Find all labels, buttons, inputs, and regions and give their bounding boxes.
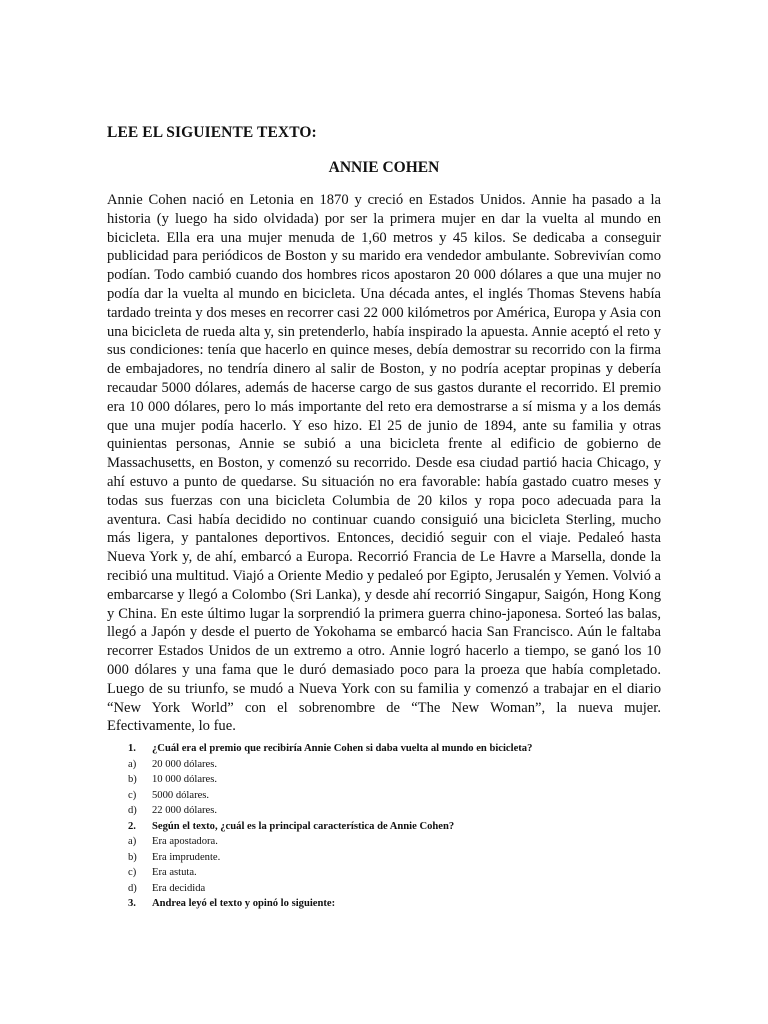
option-text: Era decidida xyxy=(152,882,206,894)
option-text: 22 000 dólares. xyxy=(152,805,218,816)
option-item xyxy=(128,865,532,881)
instruction-heading: LEE EL SIGUIENTE TEXTO: xyxy=(107,124,317,141)
question-number: 3. xyxy=(128,898,136,909)
option-letter: a) xyxy=(128,836,137,847)
option-letter: b) xyxy=(128,851,137,863)
option-item xyxy=(128,881,532,897)
option-text: Era astuta. xyxy=(152,867,197,878)
option-letter: d) xyxy=(128,805,137,816)
option-item xyxy=(128,772,532,788)
question-text: Según el texto, ¿cuál es la principal característica de Annie Cohen? xyxy=(152,820,455,832)
text-title: ANNIE COHEN xyxy=(328,159,440,176)
option-letter: c) xyxy=(128,867,137,878)
option-letter: c) xyxy=(128,789,137,801)
reading-passage: Annie Cohen nació en Letonia en 1870 y creció en Estados Unidos. Annie ha pasado a la historia (y luego ha sido olvidada) por ser la primera mujer en dar la vuelta al mundo en bicicleta. Ella era una mujer menuda de 1,60 metros y 45 kilos. Se dedicaba a conseguir publicidad para periódicos de Boston y su marido era vendedor ambulante. Sobrevivían como podían. Todo cambió cuando dos hombres ricos apostaron 20 000 dólares a que una mujer no podía dar la vuelta al mundo en bicicleta. Una década antes, el inglés Thomas Stevens había tardado treinta y dos meses en recorrer casi 22 000 kilómetros por América, Europa y Asia con una bicicleta de rueda alta y, sin pretenderlo, había inspirado la apuesta. Annie aceptó el reto y sus condiciones: tenía que hacerlo en quince meses, debía demostrar su recorrido con la firma de embajadores, no tendría dinero al salir de Boston, y no podría aceptar propinas y debería recaudar 5000 dólares, además de hacerse cargo de sus gastos durante el recorrido. El premio era 10 000 dólares, pero lo más importante del reto era demostrarse a sí misma y a los demás que una mujer podía hacerlo. Y eso hizo. El 25 de junio de 1894, ante su familia y otras quinientas personas, Annie se subió a una bicicleta frente al edificio de gobierno de Massachusetts, en Boston, y comenzó su recorrido. Desde esa ciudad partió hacia Chicago, y ahí estuvo a punto de quedarse. Su situación no era favorable: había gastado cuatro meses y todas sus fuerzas con una bicicleta Columbia de 20 kilos y ropa poco adecuada para la aventura. Casi había decidido no continuar cuando consiguió una bicicleta Sterling, mucho más ligera, y pantalones deportivos. Entonces, decidió seguir con el viaje. Pedaleó hasta Nueva York y, de ahí, embarcó a Europa. Recorrió Francia de Le Havre a Marsella, donde la recibió una multitud. Viajó a Oriente Medio y pedaleó por Egipto, Jerusalén y Yemen. Volvió a embarcarse y llegó a Colombo (Sri Lanka), y desde ahí recorrió Singapur, Saigón, Hong Kong y China. En este último lugar la sorprendió la primera guerra chino-japonesa. Sorteó las balas, llegó a Japón y desde el puerto de Yokohama se embarcó hacia San Francisco. Aún le faltaba recorrer Estados Unidos de un extremo a otro. Annie logró hacerlo a tiempo, se ganó los 10 000 dólares y una fama que le duró demasiado poco para la proeza que había completado. Luego de su triunfo, se mudó a Nueva York con su familia y comenzó a trabajar en el diario “New York World” con el sobrenombre de “The New Woman”, la nueva mujer. Efectivamente, lo fue. xyxy=(107,192,661,735)
option-item xyxy=(128,850,532,866)
question-number: 1. xyxy=(128,743,136,754)
option-text: 10 000 dólares. xyxy=(152,774,218,785)
question-text: ¿Cuál era el premio que recibiría Annie Cohen si daba vuelta al mundo en bicicleta? xyxy=(152,743,533,754)
question-text: Andrea leyó el texto y opinó lo siguiente: xyxy=(152,898,336,909)
option-letter: a) xyxy=(128,758,137,770)
option-text: 5000 dólares. xyxy=(152,789,210,801)
option-text: 20 000 dólares. xyxy=(152,758,218,770)
option-text: Era imprudente. xyxy=(152,851,221,863)
option-text: Era apostadora. xyxy=(152,836,218,847)
option-letter: d) xyxy=(128,882,137,894)
question-item xyxy=(128,741,532,757)
option-letter: b) xyxy=(128,774,137,785)
question-item xyxy=(128,896,532,912)
option-item xyxy=(128,834,532,850)
option-item xyxy=(128,788,532,804)
question-list xyxy=(128,741,532,912)
question-number: 2. xyxy=(128,820,136,832)
option-item xyxy=(128,803,532,819)
question-item xyxy=(128,819,532,835)
option-item xyxy=(128,757,532,773)
